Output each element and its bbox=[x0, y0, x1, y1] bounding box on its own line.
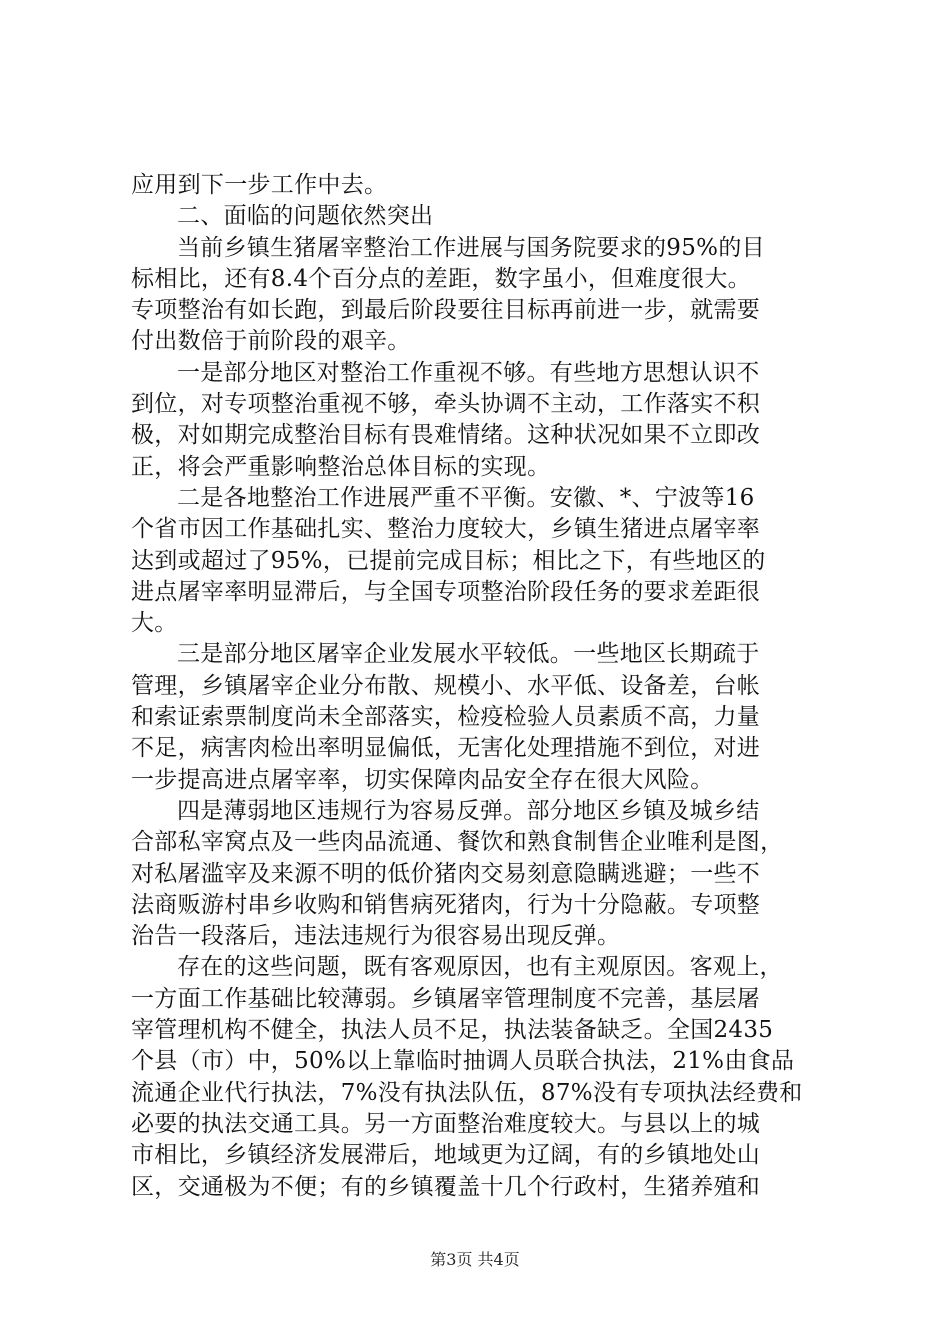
text-line: 区，交通极为不便；有的乡镇覆盖十几个行政村，生猪养殖和 bbox=[131, 1173, 761, 1200]
section-heading: 二、面临的问题依然突出 bbox=[177, 203, 434, 230]
text-line: 必要的执法交通工具。另一方面整治难度较大。与县以上的城 bbox=[131, 1110, 761, 1137]
page-number-footer: 第3页 共4页 bbox=[430, 1250, 520, 1269]
document-body bbox=[131, 170, 831, 1203]
text-line: 三是部分地区屠宰企业发展水平较低。一些地区长期疏于 bbox=[177, 641, 760, 668]
text-line: 正，将会严重影响整治总体目标的实现。 bbox=[131, 453, 551, 480]
text-line: 宰管理机构不健全，执法人员不足，执法装备缺乏。全国2435 bbox=[131, 1017, 774, 1044]
text-line: 管理，乡镇屠宰企业分布散、规模小、水平低、设备差，台帐 bbox=[131, 672, 761, 699]
text-line: 应用到下一步工作中去。 bbox=[131, 172, 388, 198]
text-line: 标相比，还有8.4个百分点的差距，数字虽小，但难度很大。 bbox=[131, 265, 751, 292]
text-line: 个省市因工作基础扎实、整治力度较大，乡镇生猪进点屠宰率 bbox=[131, 516, 761, 543]
text-line: 不足，病害肉检出率明显偏低，无害化处理措施不到位，对进 bbox=[131, 735, 761, 762]
text-line: 进点屠宰率明显滞后，与全国专项整治阶段任务的要求差距很 bbox=[131, 578, 761, 605]
text-line: 一方面工作基础比较薄弱。乡镇屠宰管理制度不完善，基层屠 bbox=[131, 985, 761, 1012]
text-line: 付出数倍于前阶段的艰辛。 bbox=[131, 328, 411, 355]
text-line: 个县（市）中，50%以上靠临时抽调人员联合执法，21%由食品 bbox=[131, 1048, 795, 1075]
text-line: 和索证索票制度尚未全部落实，检疫检验人员素质不高，力量 bbox=[131, 704, 761, 731]
text-line: 达到或超过了95%，已提前完成目标；相比之下，有些地区的 bbox=[131, 547, 766, 574]
text-line: 到位，对专项整治重视不够，牵头协调不主动，工作落实不积 bbox=[131, 391, 761, 418]
text-line: 极，对如期完成整治目标有畏难情绪。这种状况如果不立即改 bbox=[131, 422, 761, 449]
text-line: 大。 bbox=[131, 610, 178, 637]
text-line: 治告一段落后，违法违规行为很容易出现反弹。 bbox=[131, 923, 621, 950]
text-line: 合部私宰窝点及一些肉品流通、餐饮和熟食制售企业唯利是图， bbox=[131, 829, 784, 856]
text-line: 对私屠滥宰及来源不明的低价猪肉交易刻意隐瞒逃避；一些不 bbox=[131, 860, 761, 887]
text-line: 存在的这些问题，既有客观原因，也有主观原因。客观上， bbox=[177, 954, 783, 981]
text-line: 法商贩游村串乡收购和销售病死猪肉，行为十分隐蔽。专项整 bbox=[131, 891, 761, 918]
text-line: 流通企业代行执法，7%没有执法队伍，87%没有专项执法经费和 bbox=[131, 1079, 803, 1106]
text-line: 四是薄弱地区违规行为容易反弹。部分地区乡镇及城乡结 bbox=[177, 797, 760, 824]
text-line: 当前乡镇生猪屠宰整治工作进展与国务院要求的95%的目 bbox=[177, 234, 765, 261]
text-line: 一是部分地区对整治工作重视不够。有些地方思想认识不 bbox=[177, 359, 760, 386]
text-line: 二是各地整治工作进展严重不平衡。安徽、*、宁波等16 bbox=[177, 484, 755, 511]
text-line: 一步提高进点屠宰率，切实保障肉品安全存在很大风险。 bbox=[131, 766, 714, 793]
text-line: 市相比，乡镇经济发展滞后，地域更为辽阔，有的乡镇地处山 bbox=[131, 1142, 761, 1169]
text-line: 专项整治有如长跑，到最后阶段要往目标再前进一步，就需要 bbox=[131, 297, 761, 324]
